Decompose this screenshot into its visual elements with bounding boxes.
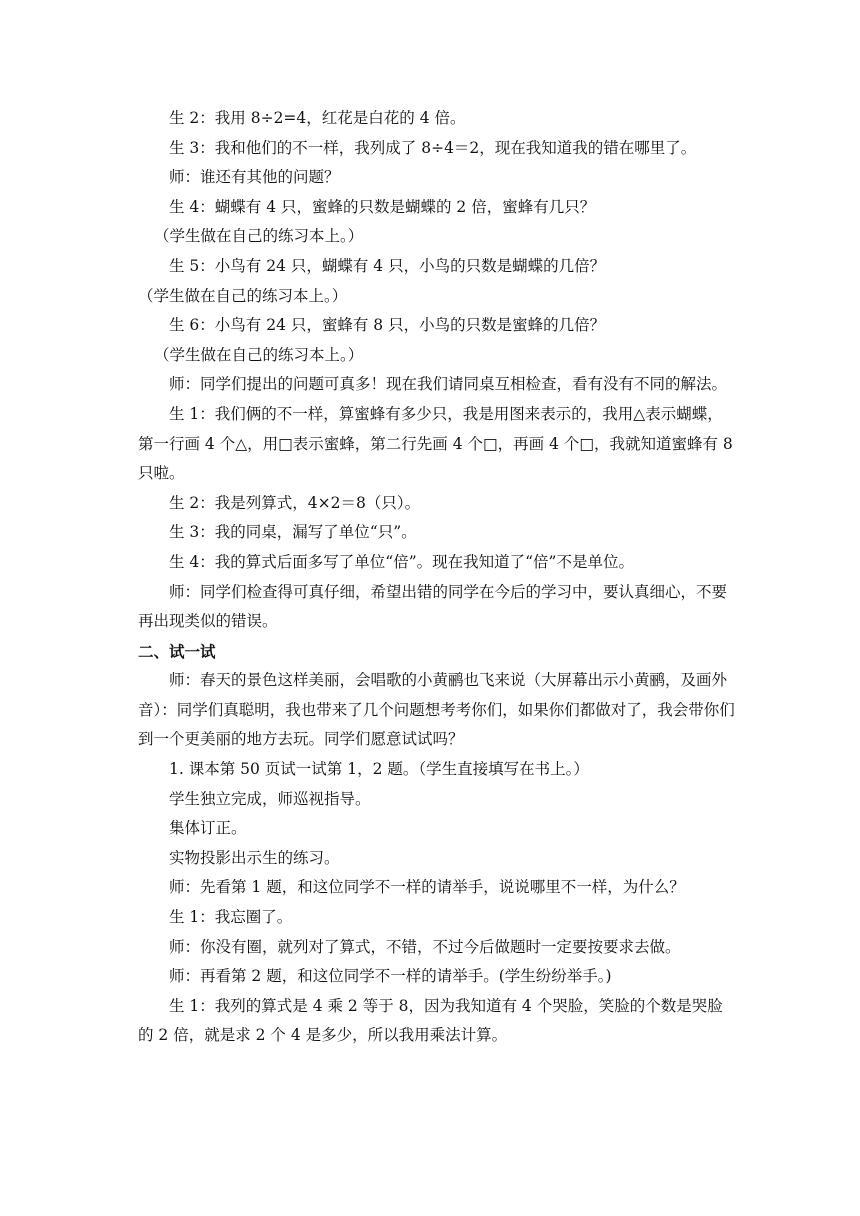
- section-heading: 二、试一试: [138, 641, 216, 661]
- paragraph: （学生做在自己的练习本上。）: [154, 345, 364, 364]
- paragraph: 生 2：我是列算式，4×2＝8（只）。: [169, 493, 421, 512]
- paragraph: 生 4：我的算式后面多写了单位“倍”。现在我知道了“倍”不是单位。: [169, 552, 634, 571]
- paragraph: 师：同学们检查得可真仔细，希望出错的同学在今后的学习中，要认真细心，不要再出现类似的错误。: [138, 582, 728, 631]
- paragraph: 生 6：小鸟有 24 只，蜜蜂有 8 只，小鸟的只数是蜜蜂的几倍？: [169, 316, 606, 335]
- paragraph: （学生做在自己的练习本上。）: [154, 227, 364, 246]
- paragraph: 生 5：小鸟有 24 只，蝴蝶有 4 只，小鸟的只数是蝴蝶的几倍？: [169, 256, 606, 275]
- paragraph: 集体订正。: [169, 819, 247, 838]
- paragraph: 师：你没有圈，就列对了算式，不错，不过今后做题时一定要按要求去做。: [169, 937, 681, 956]
- paragraph: 生 3：我和他们的不一样，我列成了 8÷4＝2，现在我知道我的错在哪里了。: [169, 138, 697, 157]
- paragraph: （学生做在自己的练习本上。）: [138, 286, 348, 305]
- paragraph: 师：先看第 1 题，和这位同学不一样的请举手，说说哪里不一样，为什么？: [169, 878, 685, 897]
- paragraph: 1. 课本第 50 页试一试第 1，2 题。（学生直接填写在书上。）: [169, 760, 589, 779]
- paragraph: 生 1：我们俩的不一样，算蜜蜂有多少只，我是用图来表示的，我用△表示蝴蝶，第一行画 4 个△，用□表示蜜蜂，第二行先画 4 个□，再画 4 个□，我就知道蜜蜂有 8 只啦。: [138, 404, 738, 483]
- paragraph: 生 2：我用 8÷2=4，红花是白花的 4 倍。: [169, 109, 466, 127]
- paragraph: 生 3：我的同桌，漏写了单位“只”。: [169, 523, 417, 542]
- paragraph: 师：谁还有其他的问题？: [169, 168, 340, 187]
- paragraph: 学生独立完成，师巡视指导。: [169, 789, 371, 808]
- paragraph: 实物投影出示生的练习。: [169, 848, 340, 867]
- paragraph: 生 4：蝴蝶有 4 只，蜜蜂的只数是蝴蝶的 2 倍，蜜蜂有几只？: [169, 197, 596, 216]
- paragraph: 生 1：我列的算式是 4 乘 2 等于 8，因为我知道有 4 个哭脸，笑脸的个数是哭脸的 2 倍，就是求 2 个 4 是多少，所以我用乘法计算。: [138, 996, 723, 1045]
- paragraph: 生 1：我忘圈了。: [169, 908, 293, 927]
- paragraph: 师：春天的景色这样美丽，会唱歌的小黄鹂也飞来说（大屏幕出示小黄鹂，及画外音）：同学们真聪明，我也带来了几个问题想考考你们，如果你们都做对了，我会带你们到一个更美丽的地方去玩。同学们愿意试试吗？: [138, 671, 735, 749]
- paragraph: 师：同学们提出的问题可真多！现在我们请同桌互相检查，看有没有不同的解法。: [169, 375, 728, 394]
- document-body: [138, 104, 738, 1051]
- paragraph: 师：再看第 2 题，和这位同学不一样的请举手。(学生纷纷举手。): [169, 967, 612, 986]
